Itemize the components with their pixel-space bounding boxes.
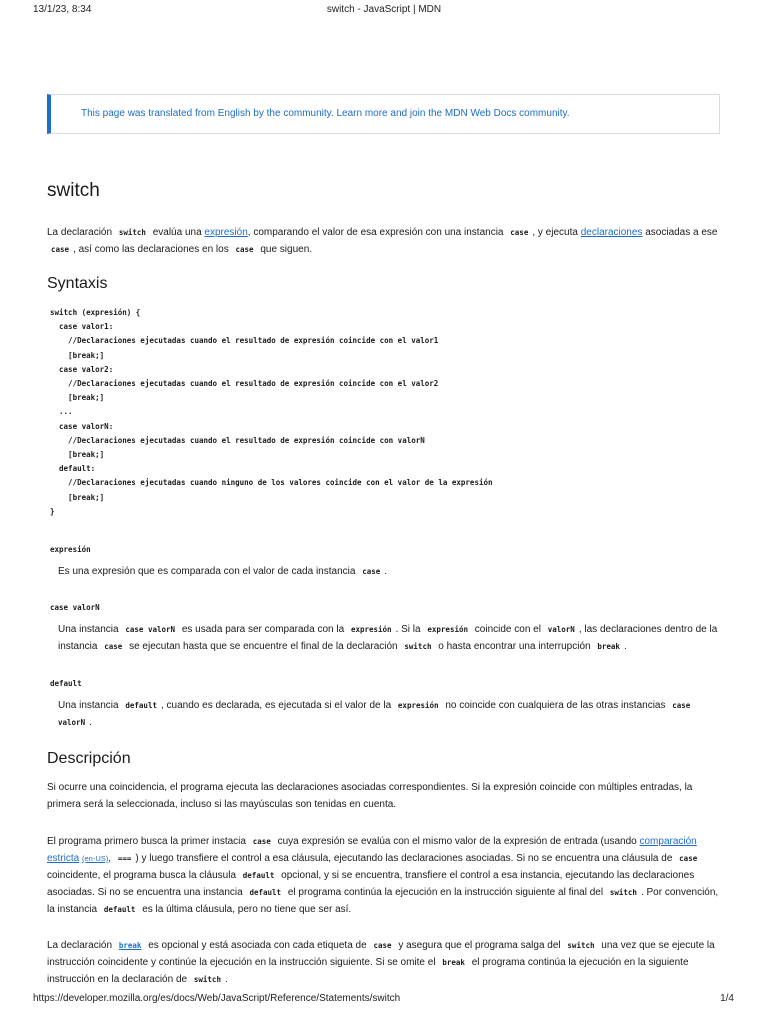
inline-code: case (252, 837, 271, 846)
page-title: switch (47, 180, 100, 201)
param-text: es usada para ser comparada con la (181, 624, 345, 635)
desc-text: el programa continúa la ejecución en la siguiente instrucción en la declaración de (47, 957, 689, 985)
strict-comparison-link[interactable]: comparación estricta (47, 836, 697, 864)
inline-code: case (51, 245, 70, 254)
param-term-case: case valorN (50, 603, 100, 612)
inline-code: valorN (547, 625, 575, 634)
intro-text: , y ejecuta (532, 227, 578, 238)
print-url: https://developer.mozilla.org/es/docs/Web/JavaScript/Reference/Statements/switch (33, 993, 401, 1004)
translation-notice-text[interactable]: This page was translated from English by the community. Learn more and join the MDN Web Docs community. (81, 108, 570, 119)
param-text: no coincide con cualquiera de las otras instancias (445, 700, 666, 711)
intro-text: , así como las declaraciones en los (73, 244, 229, 255)
desc-text: es la última cláusula, pero no tiene que ser así. (142, 904, 352, 915)
param-text: Una instancia (58, 624, 119, 635)
inline-code: break (442, 958, 465, 967)
param-text: . Si la (395, 624, 421, 635)
desc-text: el programa continúa la ejecución en la instrucción siguiente al final del (287, 887, 604, 898)
inline-code: case valorN (58, 701, 691, 727)
param-desc-case (58, 621, 723, 655)
inline-code: case (373, 941, 392, 950)
print-header (0, 4, 768, 18)
expresion-link[interactable]: expresión (204, 227, 248, 238)
inline-code: switch (404, 642, 432, 651)
declaraciones-link[interactable]: declaraciones (580, 227, 643, 238)
print-page-title: switch - JavaScript | MDN (326, 4, 442, 15)
intro-text: La declaración (47, 227, 113, 238)
intro-paragraph (47, 224, 727, 258)
param-text: o hasta encontrar una interrupción (438, 641, 591, 652)
desc-text: . (224, 974, 228, 985)
inline-code: default (103, 905, 136, 914)
param-text: . (89, 717, 92, 728)
print-datetime: 13/1/23, 8:34 (33, 4, 92, 15)
intro-text: que siguen. (260, 244, 313, 255)
desc-text: coincidente, el programa busca la cláusula (47, 870, 236, 881)
param-text: Una instancia (58, 700, 119, 711)
param-desc-expresion (58, 563, 723, 580)
inline-code: === (117, 854, 132, 863)
param-text: dentro de la instancia (58, 624, 718, 652)
inline-code: case (235, 245, 254, 254)
inline-code: case valorN (125, 625, 176, 634)
intro-text: evalúa una (152, 227, 202, 238)
inline-code: case (362, 567, 381, 576)
param-text: coincide con el (474, 624, 541, 635)
param-text: , cuando es declarada, es ejecutada si el valor de la (160, 700, 392, 711)
inline-code: case (104, 642, 123, 651)
desc-text: es opcional y está asociada con cada etiqueta de (148, 940, 367, 951)
break-link[interactable]: break (118, 941, 142, 950)
desc-text: . Por convención, la instancia (47, 887, 719, 915)
desc-text: y asegura que el programa salga del (398, 940, 561, 951)
inline-code: case (679, 854, 698, 863)
inline-code: default (125, 701, 157, 710)
inline-code: expresión (427, 625, 469, 634)
syntax-heading: Syntaxis (47, 275, 108, 292)
inline-code: expresión (397, 701, 439, 710)
param-text: se ejecutan hasta que se encuentre el final de la declaración (129, 641, 398, 652)
param-term-default: default (50, 679, 82, 688)
desc-text: una vez que se ejecute la instrucción coincidente y continúe la ejecución en la instrucción siguiente. Si se omite el (47, 940, 715, 968)
desc-text: opcional, y si se encuentra, transfiere el control a esa instancia, ejecutando las declaraciones asociadas. Si no se encuentra una instancia (47, 870, 695, 898)
desc-text: La declaración (47, 940, 113, 951)
description-paragraph-2 (47, 833, 727, 918)
inline-code: break (597, 642, 620, 651)
description-paragraph-1: Si ocurre una coincidencia, el programa ejecuta las declaraciones asociadas correspondientes. Si la expresión coincide con múltiples entradas, la primera será la seleccionada, incluso si las mayúsculas son tenidas en cuenta. (47, 782, 693, 810)
inline-code: switch (193, 975, 221, 984)
desc-text: , (108, 853, 112, 864)
intro-text: , comparando el valor de esa expresión con una instancia (247, 227, 504, 238)
inline-code: default (249, 888, 282, 897)
inline-code: switch (567, 941, 595, 950)
param-text: Es una expresión que es comparada con el valor de cada instancia (58, 566, 356, 577)
param-text: . (384, 566, 388, 577)
description-heading: Descripción (47, 750, 131, 767)
print-page-number: 1/4 (720, 993, 734, 1004)
param-term-expresion: expresión (50, 545, 91, 554)
intro-text: asociadas a ese (645, 227, 718, 238)
description-paragraph-3 (47, 937, 727, 988)
inline-code: expresión (350, 625, 392, 634)
syntax-code-block: switch (expresión) { case valor1: //Declaraciones ejecutadas cuando el resultado de expresión coincide con el valor1 [break;] case valor2: //Declaraciones ejecutadas cuando el resultado de expresión coincide con el valor2 [break;] ... case valorN: //Declaraciones ejecutadas cuando el resultado de expresión coincide con valorN [break;] default: //Declaraciones ejecutadas cuando ninguno de los valores coincide con el valor de la expresión [break;] } (50, 308, 493, 516)
desc-text: ) y luego transfiere el control a esa cláusula, ejecutando las declaraciones asociadas. Si no se encuentra una cláusula de (135, 853, 673, 864)
inline-code: switch (118, 228, 146, 237)
param-text: . (623, 641, 627, 652)
desc-text: El programa primero busca la primer instacia (47, 836, 246, 847)
inline-code: default (242, 871, 275, 880)
en-us-link[interactable]: (en-US) (82, 854, 109, 863)
param-desc-default (58, 697, 723, 731)
desc-text: cuya expresión se evalúa con el mismo valor de la expresión de entrada (usando (277, 836, 637, 847)
param-text: , las declaraciones (578, 624, 662, 635)
translation-notice (47, 94, 720, 134)
inline-code: switch (609, 888, 637, 897)
inline-code: case (510, 228, 529, 237)
print-footer (0, 993, 768, 1007)
